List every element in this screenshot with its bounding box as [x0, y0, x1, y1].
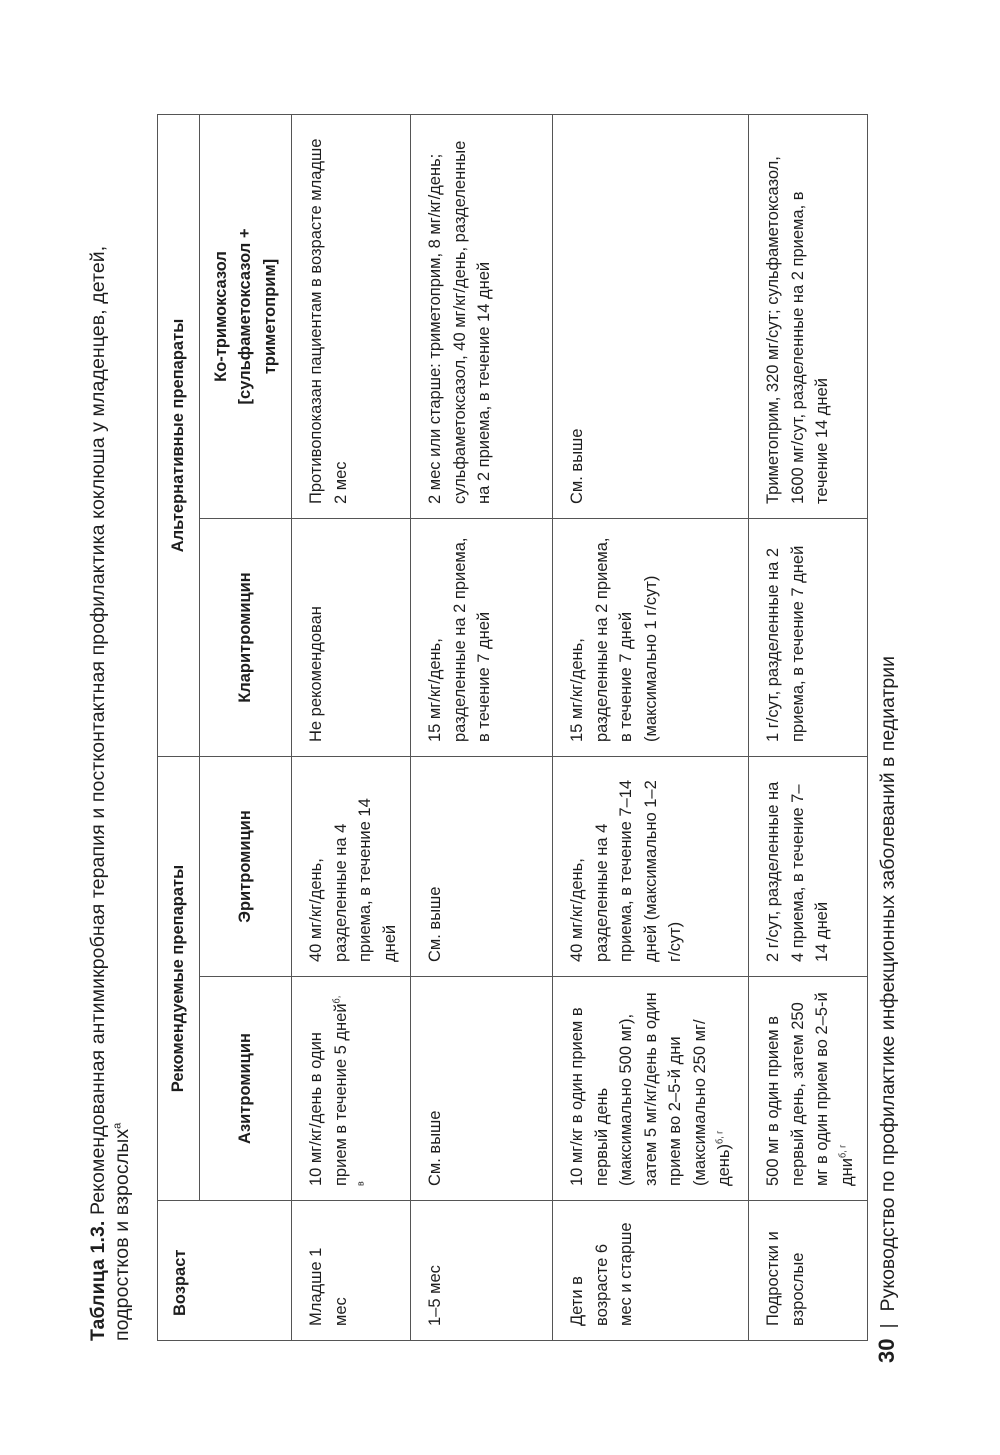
header-clarithromycin: Кларитромицин	[200, 519, 292, 757]
cell-erythromycin: 2 г/сут, разделенные на 4 приема, в течение 7–14 дней	[749, 757, 868, 977]
caption-label: Таблица 1.3.	[87, 1220, 109, 1341]
header-recommended: Рекомендуемые препараты	[158, 757, 200, 1201]
table-row	[749, 114, 868, 1340]
cell-sup: б, г	[714, 1130, 725, 1144]
row-age: 1–5 мес	[411, 1201, 553, 1341]
cell-clarithromycin: 15 мг/кг/день, разделенные на 2 приема, в течение 7 дней (максимально 1 г/сут)	[553, 519, 749, 757]
header-cotrimoxazole: Ко-тримоксазол [сульфаметоксазол + триметоприм]	[200, 114, 292, 518]
table-row	[411, 114, 553, 1340]
header-age: Возраст	[158, 1201, 292, 1341]
caption-text: Рекомендованная антимикробная терапия и постконтактная профилактика коклюша у младенцев, детей, подростков и взрослых	[87, 245, 133, 1341]
cell-sup: б, в	[331, 995, 366, 1186]
table-caption	[86, 141, 134, 1341]
cell-clarithromycin: 15 мг/кг/день, разделенные на 2 приема, в течение 7 дней	[411, 519, 553, 757]
cell-clarithromycin: Не рекомендован	[292, 519, 411, 757]
page-number: 30	[874, 1338, 899, 1363]
header-erythromycin: Эритромицин	[200, 757, 292, 977]
cell-sup: б, г	[837, 1144, 847, 1159]
cell-azithromycin	[553, 977, 749, 1201]
cell-text: 10 мг/кг в один прием в первый день (максимально 500 мг), затем 5 мг/кг/день в один прием во 2–5-й дни (максимально 250 мг/ день)	[568, 992, 733, 1186]
cell-erythromycin: См. выше	[411, 757, 553, 977]
cell-azithromycin	[292, 977, 411, 1201]
row-age: Дети в возрасте 6 мес и старше	[553, 1201, 749, 1341]
cell-clarithromycin: 1 г/сут, разделенные на 2 приема, в течение 7 дней	[749, 519, 868, 757]
cell-azithromycin	[749, 977, 868, 1201]
footer-separator: |	[877, 1323, 899, 1329]
page-footer	[872, 563, 912, 1363]
therapy-table	[157, 114, 868, 1341]
cell-cotrimoxazole: См. выше	[553, 114, 749, 518]
cell-text: 10 мг/кг/день в один прием в течение 5 дней	[307, 1003, 350, 1186]
caption-sup: а	[111, 1122, 124, 1129]
row-age: Подростки и взрослые	[749, 1201, 868, 1341]
cell-cotrimoxazole: 2 мес или старше: триметоприм, 8 мг/кг/день; сульфаметоксазол, 40 мг/кг/день, разделенные на 2 приема, в течение 14 дней	[411, 114, 553, 518]
cell-cotrimoxazole: Триметоприм, 320 мг/сут; сульфаметоксазол, 1600 мг/сут, разделенные на 2 приема, в течение 14 дней	[749, 114, 868, 518]
cell-azithromycin: См. выше	[411, 977, 553, 1201]
table-row	[553, 114, 749, 1340]
header-alternative: Альтернативные препараты	[158, 114, 200, 756]
cell-erythromycin: 40 мг/кг/день, разделенные на 4 приема, в течение 7–14 дней (максимально 1–2 г/сут)	[553, 757, 749, 977]
cell-cotrimoxazole: Противопоказан пациентам в возрасте младше 2 мес	[292, 114, 411, 518]
book-title: Руководство по профилактике инфекционных заболеваний в педиатрии	[877, 655, 899, 1312]
table-row	[292, 114, 411, 1340]
cell-text: 500 мг в один прием в первый день, затем 250 мг в один прием во 2–5-й дни	[764, 992, 856, 1186]
cell-erythromycin: 40 мг/кг/день, разделенные на 4 приема, в течение 14 дней	[292, 757, 411, 977]
header-azithromycin: Азитромицин	[200, 977, 292, 1201]
row-age: Младше 1 мес	[292, 1201, 411, 1341]
